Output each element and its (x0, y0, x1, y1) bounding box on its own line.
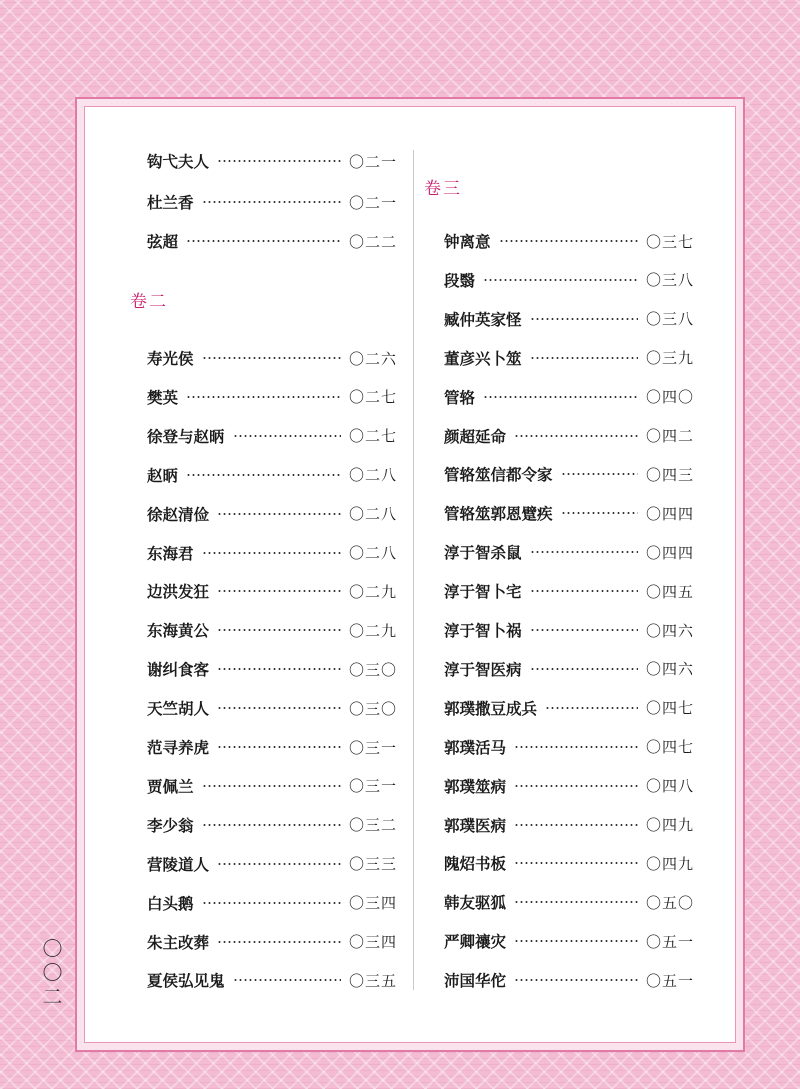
entry-title: 东海君 (147, 543, 194, 563)
dot-leader (202, 824, 341, 826)
toc-entry[interactable] (444, 385, 694, 409)
toc-entry[interactable] (444, 696, 694, 720)
toc-entry[interactable] (444, 462, 694, 486)
toc-entry[interactable] (444, 735, 694, 759)
entry-page: 〇四四 (645, 543, 694, 562)
entry-title: 范寻养虎 (147, 738, 210, 757)
toc-entry[interactable] (147, 657, 397, 681)
toc-entry[interactable] (147, 852, 397, 876)
toc-entry[interactable] (444, 307, 694, 331)
dot-leader (202, 357, 341, 359)
dot-leader (561, 512, 638, 514)
dot-leader (514, 785, 638, 787)
entry-page: 〇四七 (645, 738, 694, 757)
dot-leader (514, 940, 638, 942)
toc-entry[interactable] (147, 579, 397, 603)
entry-page: 〇三八 (645, 310, 694, 329)
entry-title: 天竺胡人 (147, 699, 210, 719)
entry-page: 〇四五 (645, 582, 694, 601)
entry-page: 〇三八 (645, 271, 694, 290)
entry-title: 郭璞医病 (444, 815, 507, 835)
toc-entry[interactable] (444, 657, 694, 681)
dot-leader (233, 435, 341, 437)
toc-entry[interactable] (147, 385, 397, 409)
entry-title: 管辂筮信都令家 (444, 465, 553, 485)
entry-page: 〇四六 (645, 621, 694, 640)
entry-title: 李少翁 (147, 815, 194, 835)
toc-entry[interactable] (444, 929, 694, 953)
toc-entry[interactable] (147, 424, 397, 448)
entry-page: 〇四六 (645, 660, 694, 679)
dot-leader (217, 629, 341, 631)
toc-entry[interactable] (444, 540, 694, 564)
entry-page: 〇四七 (645, 699, 694, 718)
entry-title: 钟离意 (444, 232, 491, 251)
entry-title: 钩弋夫人 (147, 152, 210, 171)
entry-page: 〇四二 (645, 427, 694, 445)
dot-leader (514, 901, 638, 903)
entry-page: 〇四三 (645, 465, 694, 484)
entry-page: 〇三〇 (348, 660, 397, 679)
dot-leader (530, 551, 638, 553)
entry-page: 〇四九 (645, 854, 694, 873)
toc-entry[interactable] (444, 851, 694, 875)
toc-entry[interactable] (147, 541, 397, 565)
dot-leader (499, 240, 638, 242)
entry-page: 〇三一 (348, 738, 397, 757)
dot-leader (530, 590, 638, 592)
dot-leader (514, 862, 638, 864)
dot-leader (186, 474, 341, 476)
dot-leader (545, 707, 638, 709)
entry-title: 淳于智杀鼠 (444, 543, 522, 563)
entry-page: 〇四九 (645, 816, 694, 834)
toc-entry[interactable] (444, 774, 694, 798)
page-number: 〇〇二 (39, 938, 63, 1010)
dot-leader (217, 746, 341, 748)
entry-title: 赵昞 (147, 465, 179, 485)
entry-page: 〇二二 (348, 232, 397, 251)
entry-page: 〇五一 (645, 932, 694, 951)
entry-title: 杜兰香 (147, 193, 194, 212)
entry-title: 段翳 (444, 270, 476, 290)
dot-leader (530, 629, 638, 631)
entry-title: 隗炤书板 (444, 854, 507, 874)
toc-entry[interactable] (444, 424, 694, 448)
entry-title: 东海黄公 (147, 621, 210, 641)
toc-entry[interactable] (147, 696, 397, 720)
dot-leader (561, 473, 638, 475)
dot-leader (514, 824, 638, 826)
section-heading: 卷二 (130, 292, 168, 312)
toc-entry[interactable] (444, 968, 694, 992)
dot-leader (217, 707, 341, 709)
entry-title: 樊英 (147, 387, 179, 407)
dot-leader (217, 941, 341, 943)
toc-entry[interactable] (147, 968, 397, 992)
section-heading: 卷三 (424, 179, 462, 199)
entry-page: 〇二八 (348, 466, 397, 485)
entry-page: 〇四八 (645, 777, 694, 796)
entry-page: 〇二八 (348, 505, 397, 524)
toc-entry[interactable] (147, 774, 397, 798)
toc-entry[interactable] (444, 268, 694, 292)
entry-title: 郭璞筮病 (444, 776, 507, 796)
entry-page: 〇三四 (348, 894, 397, 913)
toc-entry[interactable] (147, 190, 397, 214)
dot-leader (217, 668, 341, 670)
entry-page: 〇三五 (348, 971, 397, 990)
entry-page: 〇三二 (348, 816, 397, 835)
dot-leader (233, 979, 341, 981)
entry-page: 〇五一 (645, 971, 694, 990)
entry-page: 〇二一 (348, 193, 397, 212)
dot-leader (202, 201, 341, 203)
entry-page: 〇三九 (645, 349, 694, 368)
entry-title: 朱主改葬 (147, 932, 210, 952)
entry-page: 〇五〇 (645, 893, 694, 912)
toc-entry[interactable] (147, 502, 397, 526)
toc-entry[interactable] (147, 735, 397, 759)
entry-title: 边洪发狂 (147, 582, 210, 602)
dot-leader (514, 979, 638, 981)
entry-title: 管辂 (444, 387, 476, 407)
toc-entry[interactable] (444, 813, 694, 837)
dot-leader (217, 160, 341, 162)
dot-leader (202, 552, 341, 554)
entry-page: 〇三一 (348, 777, 397, 796)
entry-title: 淳于智卜宅 (444, 582, 522, 602)
entry-page: 〇二七 (348, 427, 397, 446)
column-divider (413, 150, 414, 990)
entry-page: 〇二六 (348, 349, 397, 368)
entry-page: 〇三〇 (348, 699, 397, 718)
dot-leader (530, 668, 638, 670)
toc-entry[interactable] (147, 618, 397, 642)
entry-page: 〇二一 (348, 152, 397, 171)
entry-title: 管辂筮郭恩躄疾 (444, 504, 553, 524)
entry-title: 白头鹅 (147, 893, 194, 913)
dot-leader (483, 396, 638, 398)
toc-entry[interactable] (444, 229, 694, 253)
toc-entry[interactable] (444, 890, 694, 914)
dot-leader (186, 240, 341, 242)
entry-title: 谢纠食客 (147, 660, 210, 680)
entry-title: 沛国华佗 (444, 971, 507, 991)
entry-title: 严卿禳灾 (444, 932, 507, 952)
dot-leader (186, 396, 341, 398)
toc-entry[interactable] (444, 501, 694, 525)
entry-title: 贾佩兰 (147, 776, 194, 796)
entry-title: 臧仲英家怪 (444, 309, 522, 329)
toc-entry[interactable] (147, 463, 397, 487)
entry-title: 颜超延命 (444, 426, 507, 446)
dot-leader (217, 863, 341, 865)
toc-entry[interactable] (444, 579, 694, 603)
entry-title: 郭璞活马 (444, 737, 507, 757)
dot-leader (514, 746, 638, 748)
dot-leader (217, 513, 341, 515)
entry-page: 〇四四 (645, 504, 694, 523)
toc-entry[interactable] (147, 149, 397, 173)
toc-entry[interactable] (147, 813, 397, 837)
toc-entry[interactable] (147, 346, 397, 370)
entry-page: 〇二九 (348, 582, 397, 601)
dot-leader (530, 357, 638, 359)
entry-page: 〇三四 (348, 933, 397, 951)
toc-entry[interactable] (147, 930, 397, 954)
entry-page: 〇二七 (348, 388, 397, 407)
toc-entry[interactable] (147, 229, 397, 253)
entry-title: 徐赵清俭 (147, 504, 210, 524)
entry-title: 淳于智医病 (444, 659, 522, 679)
toc-entry[interactable] (444, 346, 694, 370)
entry-title: 郭璞撒豆成兵 (444, 698, 538, 718)
entry-page: 〇三三 (348, 855, 397, 874)
entry-title: 营陵道人 (147, 854, 210, 874)
entry-page: 〇二九 (348, 621, 397, 640)
dot-leader (202, 785, 341, 787)
dot-leader (217, 590, 341, 592)
entry-title: 董彦兴卜筮 (444, 348, 522, 368)
dot-leader (202, 902, 341, 904)
toc-entry[interactable] (444, 618, 694, 642)
entry-page: 〇四〇 (645, 388, 694, 407)
entry-title: 寿光侯 (147, 349, 194, 368)
entry-title: 淳于智卜祸 (444, 621, 522, 640)
dot-leader (483, 279, 638, 281)
entry-title: 弦超 (147, 232, 179, 251)
entry-title: 夏侯弘见鬼 (147, 971, 225, 991)
entry-title: 韩友驱狐 (444, 893, 507, 913)
dot-leader (530, 318, 638, 320)
entry-title: 徐登与赵昞 (147, 426, 225, 446)
dot-leader (514, 435, 638, 437)
entry-page: 〇二八 (348, 544, 397, 562)
toc-entry[interactable] (147, 891, 397, 915)
entry-page: 〇三七 (645, 232, 694, 251)
